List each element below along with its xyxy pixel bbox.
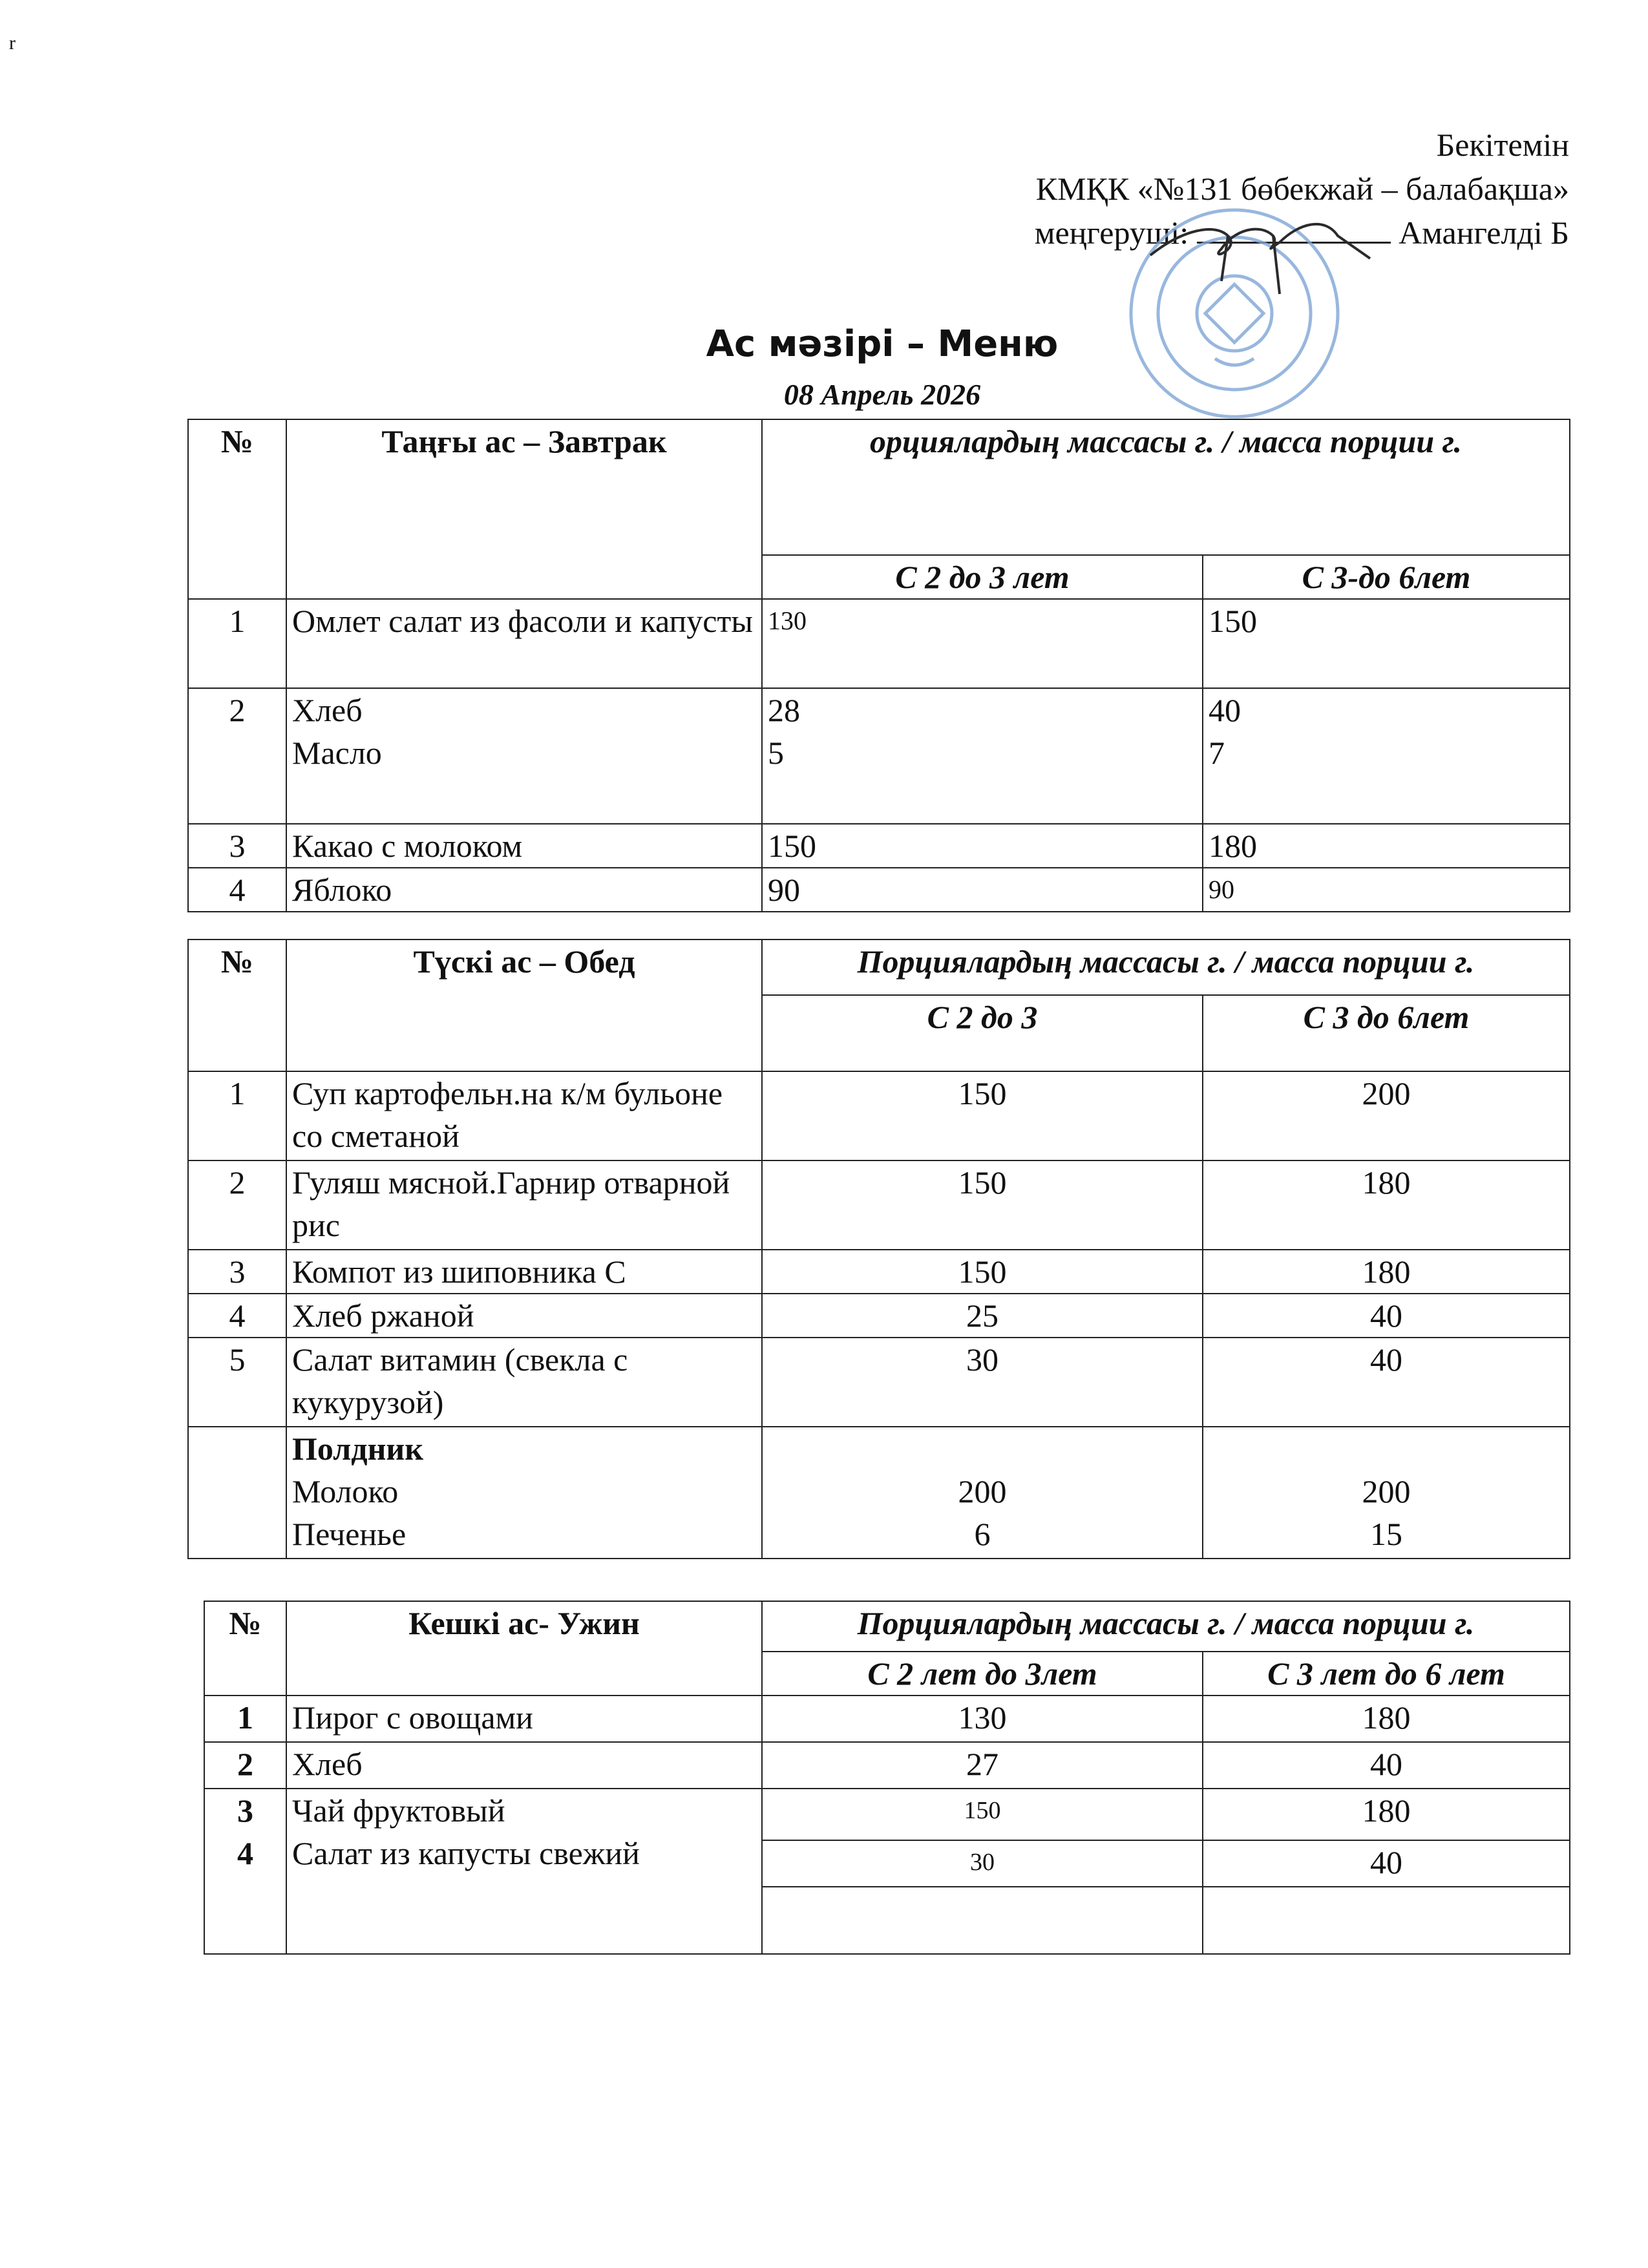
table-header-row [188,940,1570,995]
menu-title: Ас мәзірі – Меню [706,323,1059,365]
age-group-3-6: С 3-до 6лет [1203,555,1570,599]
portion-3-6: 40 [1203,1294,1570,1338]
portion-3-6 [1203,688,1570,824]
table-row [204,1696,1570,1742]
portion-2-3: 30 [762,1840,1203,1887]
column-header-portion-mass: Порциялардың массасы г. / масса порции г. [762,1601,1570,1652]
age-group-2-3: С 2 лет до 3лет [762,1652,1203,1696]
portion-2-3: 150 [762,824,1203,868]
dish-name: Салат витамин (свекла с кукурузой) [286,1338,762,1427]
age-group-2-3: С 2 до 3 лет [762,555,1203,599]
portion-value: 40 [1209,692,1241,728]
approval-title: Бекітемін [1436,127,1569,163]
column-header-portion-mass: орциялардың массасы г. / масса порции г. [762,419,1570,555]
dish-name: Омлет салат из фасоли и капусты [286,599,762,688]
portion-value: 5 [768,735,784,771]
column-header-number: № [188,419,286,599]
table-row [188,599,1570,688]
table-row [188,1338,1570,1427]
portion-value: 15 [1370,1516,1402,1552]
portion-value: 200 [958,1473,1007,1509]
portion-2-3: 150 [762,1250,1203,1294]
portion-3-6: 180 [1203,824,1570,868]
approval-name: Амангелді Б [1399,215,1569,251]
table-row [204,1742,1570,1789]
dish-name: Гуляш мясной.Гарнир отварной рис [286,1160,762,1250]
dish-name-line: Молоко [292,1473,399,1509]
row-number: 1 [188,1071,286,1160]
row-number: 3 [188,824,286,868]
portion-3-6 [1203,1427,1570,1559]
portion-3-6: 40 [1203,1338,1570,1427]
approval-position: меңгеруші: [1034,215,1189,251]
row-number [204,1789,286,1954]
dish-name: Хлеб [286,1742,762,1789]
portion-2-3 [762,688,1203,824]
corner-mark: r [9,32,16,54]
column-header-meal: Таңғы ас – Завтрак [286,419,762,599]
breakfast-table [187,419,1570,912]
row-number: 4 [188,868,286,912]
menu-date: 08 Апрель 2026 [783,378,981,411]
dish-name: Хлеб ржаной [286,1294,762,1338]
dish-name: Какао с молоком [286,824,762,868]
portion-3-6: 180 [1203,1789,1570,1840]
portion-2-3: 130 [762,1696,1203,1742]
portion-value: 200 [1362,1473,1411,1509]
column-header-meal: Түскі ас – Обед [286,940,762,1071]
age-group-3-6: С 3 лет до 6 лет [1203,1652,1570,1696]
dish-name: Яблоко [286,868,762,912]
dinner-table [204,1601,1570,1955]
age-group-3-6: С 3 до 6лет [1203,995,1570,1071]
table-row [188,688,1570,824]
dish-name-line: Салат из капусты свежий [292,1835,640,1871]
column-header-number: № [188,940,286,1071]
column-header-meal: Кешкі ас- Ужин [286,1601,762,1696]
portion-2-3 [762,1427,1203,1559]
portion-3-6: 40 [1203,1742,1570,1789]
lunch-table [187,939,1570,1559]
table-row [188,1250,1570,1294]
portion-3-6: 40 [1203,1840,1570,1887]
dish-name-line: Чай фруктовый [292,1792,505,1829]
dish-name [286,1789,762,1954]
age-group-2-3: С 2 до 3 [762,995,1203,1071]
portion-2-3: 150 [762,1071,1203,1160]
dish-name-line: Хлеб [292,692,363,728]
snack-title: Полдник [292,1431,424,1467]
portion-2-3: 27 [762,1742,1203,1789]
portion-3-6: 200 [1203,1071,1570,1160]
dish-name-line: Печенье [292,1516,407,1552]
portion-2-3: 90 [762,868,1203,912]
row-number: 5 [188,1338,286,1427]
table-row [204,1789,1570,1840]
portion-3-6: 150 [1203,599,1570,688]
row-number: 3 [188,1250,286,1294]
portion-2-3: 150 [762,1789,1203,1840]
portion-2-3: 150 [762,1160,1203,1250]
dish-name: Пирог с овощами [286,1696,762,1742]
portion-value: 6 [974,1516,991,1552]
portion-3-6: 90 [1203,868,1570,912]
row-number-3: 3 [237,1792,253,1829]
dish-name-line: Масло [292,735,382,771]
portion-2-3: 25 [762,1294,1203,1338]
table-header-row [204,1601,1570,1652]
row-number-4: 4 [237,1835,253,1871]
table-row [188,824,1570,868]
portion-value: 7 [1209,735,1225,771]
table-row [188,1294,1570,1338]
dish-name: Суп картофельн.на к/м бульоне со сметаной [286,1071,762,1160]
signature-icon [1150,224,1370,294]
portion-value: 28 [768,692,800,728]
column-header-portion-mass: Порциялардың массасы г. / масса порции г. [762,940,1570,995]
dish-name [286,688,762,824]
row-number: 1 [188,599,286,688]
row-number: 2 [188,1160,286,1250]
row-number: 2 [204,1742,286,1789]
row-number: 1 [204,1696,286,1742]
table-row [188,868,1570,912]
table-row [188,1160,1570,1250]
snack-items [286,1427,762,1559]
portion-3-6: 180 [1203,1250,1570,1294]
row-number: 2 [188,688,286,824]
portion-3-6: 180 [1203,1696,1570,1742]
column-header-number: № [204,1601,286,1696]
dish-name: Компот из шиповника С [286,1250,762,1294]
portion-2-3: 130 [762,599,1203,688]
portion-2-3: 30 [762,1338,1203,1427]
approval-organization: КМҚК «№131 бөбекжай – балабақша» [1035,171,1569,207]
portion-3-6: 180 [1203,1160,1570,1250]
table-header-row [188,419,1570,555]
row-number: 4 [188,1294,286,1338]
snack-row [188,1427,1570,1559]
table-row [188,1071,1570,1160]
